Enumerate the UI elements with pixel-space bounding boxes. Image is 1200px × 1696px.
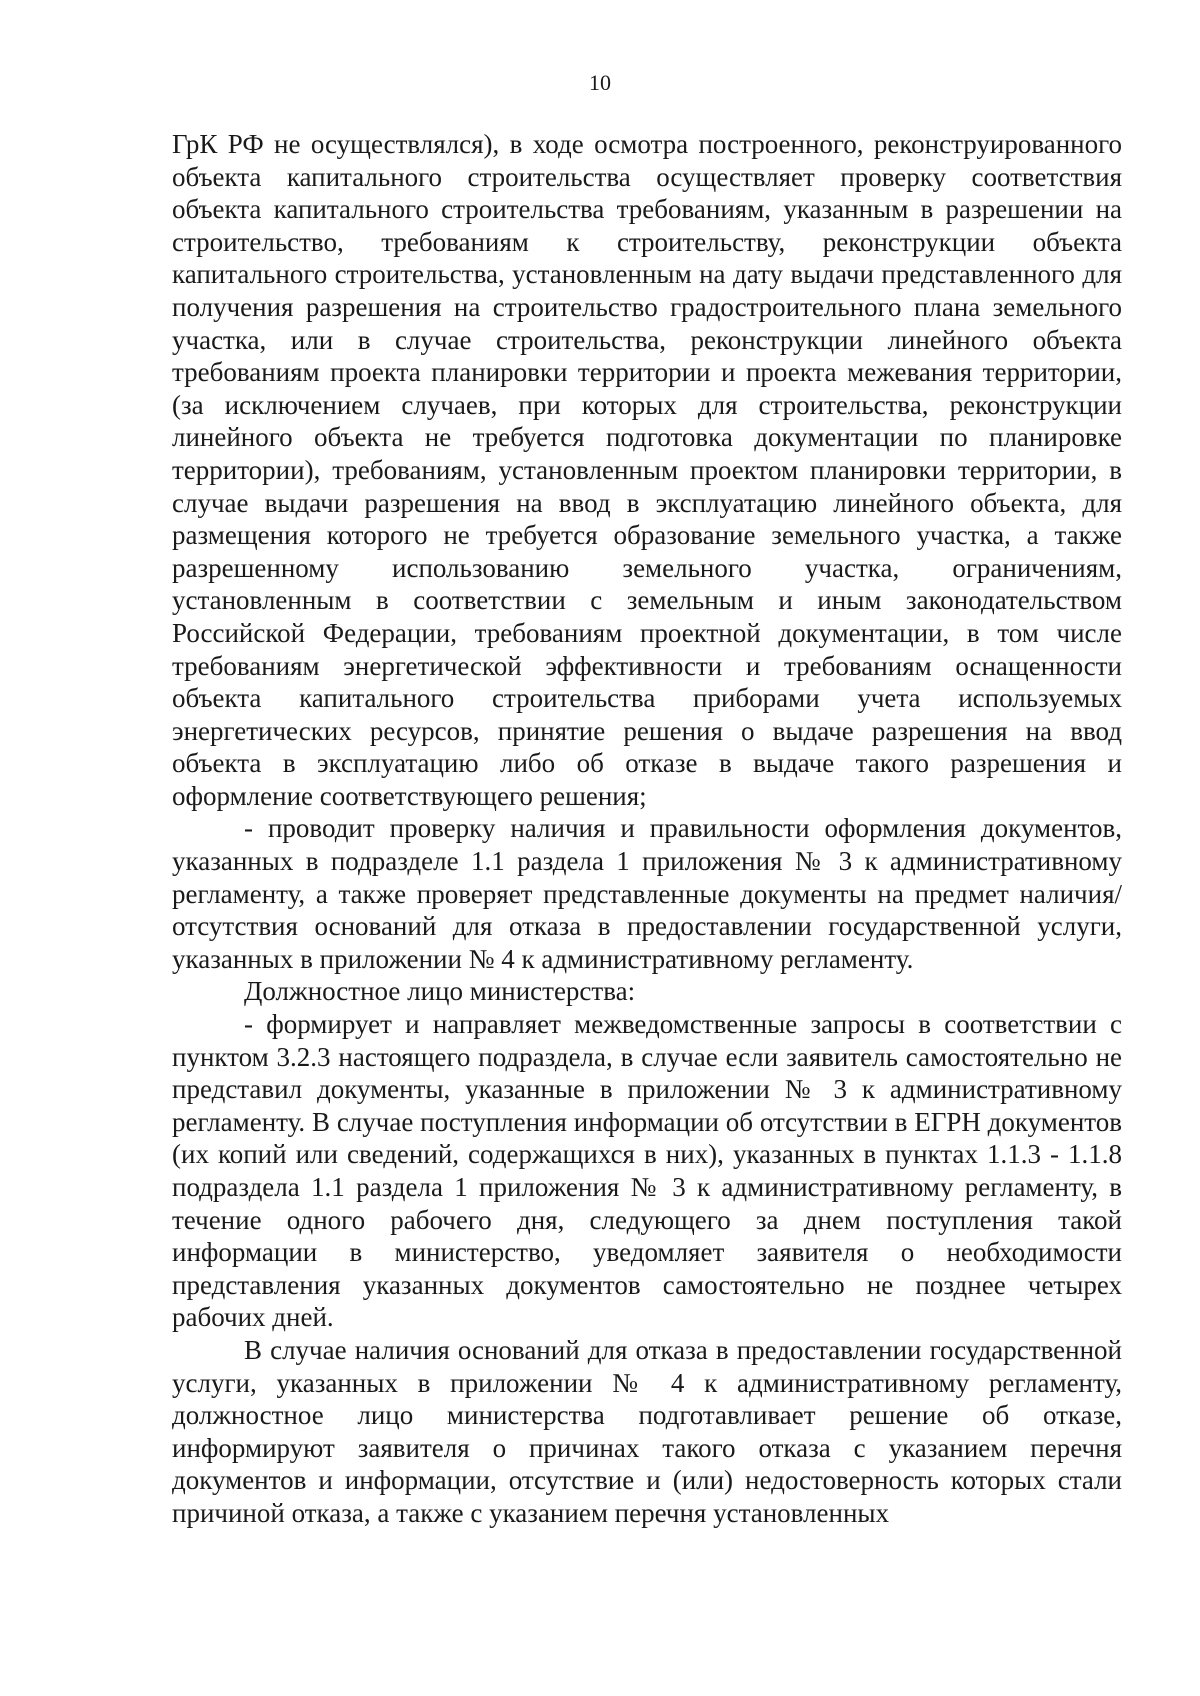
paragraph-continued-text: ГрК РФ не осуществлялся), в ходе осмотра построенного, реконструированного объекта капитального строительства осуществляет проверку соответствия объекта капитального строительства требованиям, указанным в разрешении на строительство, требованиям к строительству, реконструкции объекта капитального строительства, установленным на дату выдачи представленного для получения разрешения на строительство градостроительного плана земельного участка, или в случае строительства, реконструкции линейного объекта требованиям проекта планировки территории и проекта межевания территории, (за исключением случаев, при которых для строительства, реконструкции линейного объекта не требуется подготовка документации по планировке территории), требованиям, установленным проектом планировки территории, в случае выдачи разрешения на ввод в эксплуатацию линейного объекта, для размещения которого не требуется образование земельного участка, а также разрешенному использованию земельного участка, ограничениям, установленным в соответствии с земельным и иным законодательством Российской Федерации, требованиям проектной документации, в том числе требованиям энергетической эффективности и требованиям оснащенности объекта капитального строительства приборами учета используемых энергетических ресурсов, принятие решения о выдаче разрешения на ввод объекта в эксплуатацию либо об отказе в выдаче такого разрешения и оформление соответствующего решения;: [172, 129, 1122, 811]
paragraph-interagency-requests: - формирует и направляет межведомственные запросы в соответствии с пунктом 3.2.3 настоящего подраздела, в случае если заявитель самостоятельно не представил документы, указанные в приложении № 3 к административному регламенту. В случае поступления информации об отсутствии в ЕГРН документов (их копий или сведений, содержащихся в них), указанных в пунктах 1.1.3 - 1.1.8 подраздела 1.1 раздела 1 приложения № 3 к административному регламенту, в течение одного рабочего дня, следующего за днем поступления такой информации в министерство, уведомляет заявителя о необходимости представления указанных документов самостоятельно не позднее четырех рабочих дней.: [172, 1009, 1122, 1333]
document-body: [172, 128, 1122, 1530]
page-number: 10: [589, 70, 611, 95]
paragraph-official-heading: Должностное лицо министерства:: [244, 976, 636, 1007]
paragraph-refusal-decision: В случае наличия оснований для отказа в предоставлении государственной услуги, указанных в приложении № 4 к административному регламенту, должностное лицо министерства подготавливает решение об отказе, информируют заявителя о причинах такого отказа с указанием перечня документов и информации, отсутствие и (или) недостоверность которых стали причиной отказа, а также с указанием перечня установленных: [172, 1334, 1122, 1528]
paragraph-document-check: - проводит проверку наличия и правильности оформления документов, указанных в подразделе 1.1 раздела 1 приложения № 3 к административному регламенту, а также проверяет представленные документы на предмет наличия/отсутствия оснований для отказа в предоставлении государственной услуги, указанных в приложении № 4 к административному регламенту.: [172, 813, 1122, 974]
